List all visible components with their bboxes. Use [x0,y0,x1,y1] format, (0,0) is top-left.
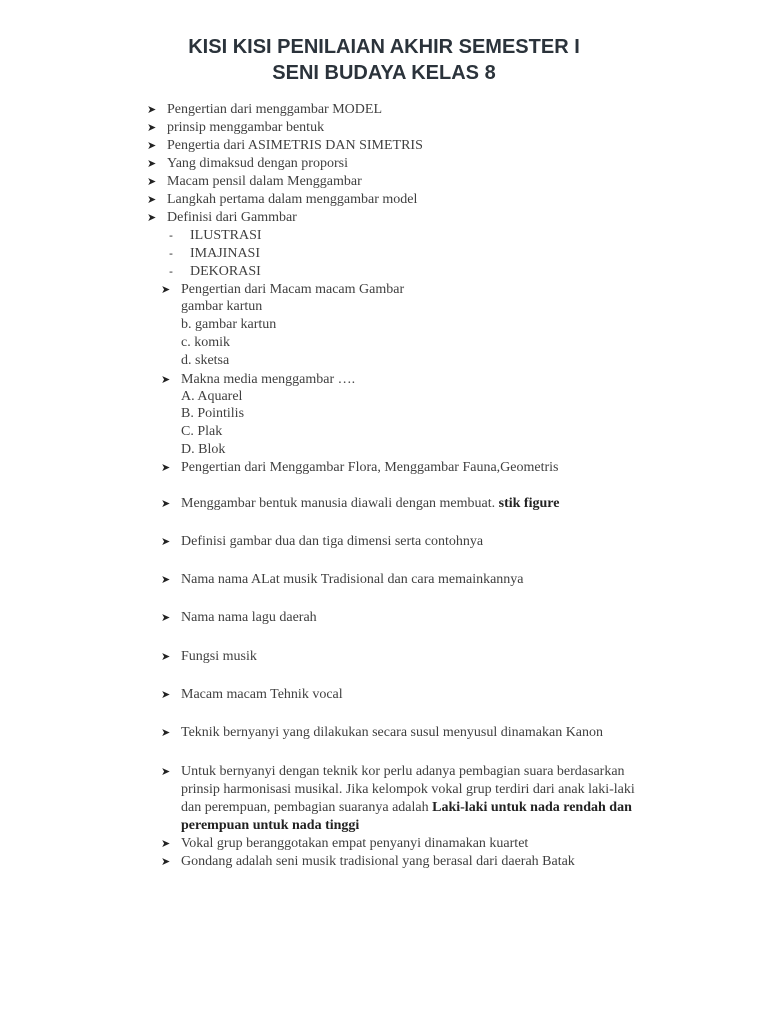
item-text: Macam pensil dalam Menggambar [167,174,362,189]
item-text: Gondang adalah seni musik tradisional yang berasal dari daerah Batak [181,854,575,869]
item-text: Definisi dari Gammbar [167,210,297,225]
arrow-bullet-icon: ➤ [161,765,171,778]
list-item [181,371,355,389]
item-text: A. Aquarel [181,389,243,404]
document-title: KISI KISI PENILAIAN AKHIR SEMESTER I [188,36,580,58]
item-text: B. Pointilis [181,406,245,421]
sub-item [181,388,242,406]
arrow-bullet-icon: ➤ [161,573,171,586]
list-item [181,648,257,666]
sub-item [190,263,261,281]
list-item [181,835,528,853]
arrow-bullet-icon: ➤ [161,726,171,739]
arrow-bullet-icon: ➤ [147,211,157,224]
item-text: Makna media menggambar …. [181,372,356,387]
arrow-bullet-icon: ➤ [147,103,157,116]
sub-item [190,227,262,245]
item-text: Teknik bernyanyi yang dilakukan secara susul menyusul dinamakan Kanon [181,725,604,740]
sub-item [190,245,260,263]
item-text: prinsip menggambar bentuk [167,120,325,135]
list-item [181,609,317,627]
item-text: Pengertian dari menggambar MODEL [167,102,382,117]
item-text: ILUSTRASI [190,228,262,243]
sub-item [181,405,244,423]
sub-item [181,441,225,459]
arrow-bullet-icon: ➤ [147,139,157,152]
list-item-cont [181,817,359,835]
item-text: Vokal grup beranggotakan empat penyanyi dinamakan kuartet [181,836,529,851]
dash-bullet: - [169,247,173,260]
sub-item [181,334,230,352]
arrow-bullet-icon: ➤ [161,837,171,850]
item-bold-text: stik figure [495,496,560,511]
item-text: Yang dimaksud dengan proporsi [167,156,348,171]
document-subtitle: SENI BUDAYA KELAS 8 [272,62,496,84]
item-text: Fungsi musik [181,649,257,664]
item-text: C. Plak [181,424,223,439]
sub-item [181,352,229,370]
item-text: b. gambar kartun [181,317,277,332]
item-text: c. komik [181,335,230,350]
list-item [167,119,324,137]
item-text: DEKORASI [190,264,261,279]
item-text: Macam macam Tehnik vocal [181,687,343,702]
list-item [167,209,297,227]
arrow-bullet-icon: ➤ [161,855,171,868]
arrow-bullet-icon: ➤ [147,121,157,134]
list-item [181,571,524,589]
sub-item [181,298,262,316]
dash-bullet: - [169,229,173,242]
list-item-cont [181,799,632,817]
arrow-bullet-icon: ➤ [147,193,157,206]
list-item [167,137,423,155]
item-text: Nama nama ALat musik Tradisional dan cara memainkannya [181,572,524,587]
item-text: dan perempuan, pembagian suaranya adalah [181,800,433,815]
list-item [181,853,575,871]
list-item [181,763,625,781]
item-text: Pengertian dari Macam macam Gambar [181,282,405,297]
item-text: d. sketsa [181,353,230,368]
item-text: D. Blok [181,442,226,457]
item-text: Untuk bernyanyi dengan teknik kor perlu adanya pembagian suara berdasarkan [181,764,625,779]
item-text: Pengertia dari ASIMETRIS DAN SIMETRIS [167,138,423,153]
list-item-cont [181,781,635,799]
arrow-bullet-icon: ➤ [161,535,171,548]
list-item [167,173,362,191]
item-text: Definisi gambar dua dan tiga dimensi serta contohnya [181,534,484,549]
arrow-bullet-icon: ➤ [161,283,171,296]
dash-bullet: - [169,265,173,278]
list-item [181,495,559,513]
list-item [181,724,603,742]
item-text: Pengertian dari Menggambar Flora, Menggambar Fauna,Geometris [181,460,559,475]
arrow-bullet-icon: ➤ [161,611,171,624]
list-item [181,281,404,299]
list-item [181,686,343,704]
arrow-bullet-icon: ➤ [161,650,171,663]
arrow-bullet-icon: ➤ [161,688,171,701]
arrow-bullet-icon: ➤ [161,461,171,474]
item-text: gambar kartun [181,299,263,314]
arrow-bullet-icon: ➤ [161,497,171,510]
item-text: prinsip harmonisasi musikal. Jika kelompok vokal grup terdiri dari anak laki-laki [181,782,635,797]
item-text: Langkah pertama dalam menggambar model [167,192,418,207]
item-text: IMAJINASI [190,246,260,261]
list-item [167,191,417,209]
list-item [181,459,559,477]
item-bold-text: perempuan untuk nada tinggi [181,818,360,833]
item-text: Nama nama lagu daerah [181,610,317,625]
sub-item [181,316,276,334]
arrow-bullet-icon: ➤ [147,175,157,188]
item-text: Menggambar bentuk manusia diawali dengan membuat. [181,496,496,511]
arrow-bullet-icon: ➤ [147,157,157,170]
sub-item [181,423,222,441]
list-item [181,533,483,551]
item-bold-text: Laki-laki untuk nada rendah dan [432,800,632,815]
list-item [167,101,382,119]
arrow-bullet-icon: ➤ [161,373,171,386]
list-item [167,155,348,173]
